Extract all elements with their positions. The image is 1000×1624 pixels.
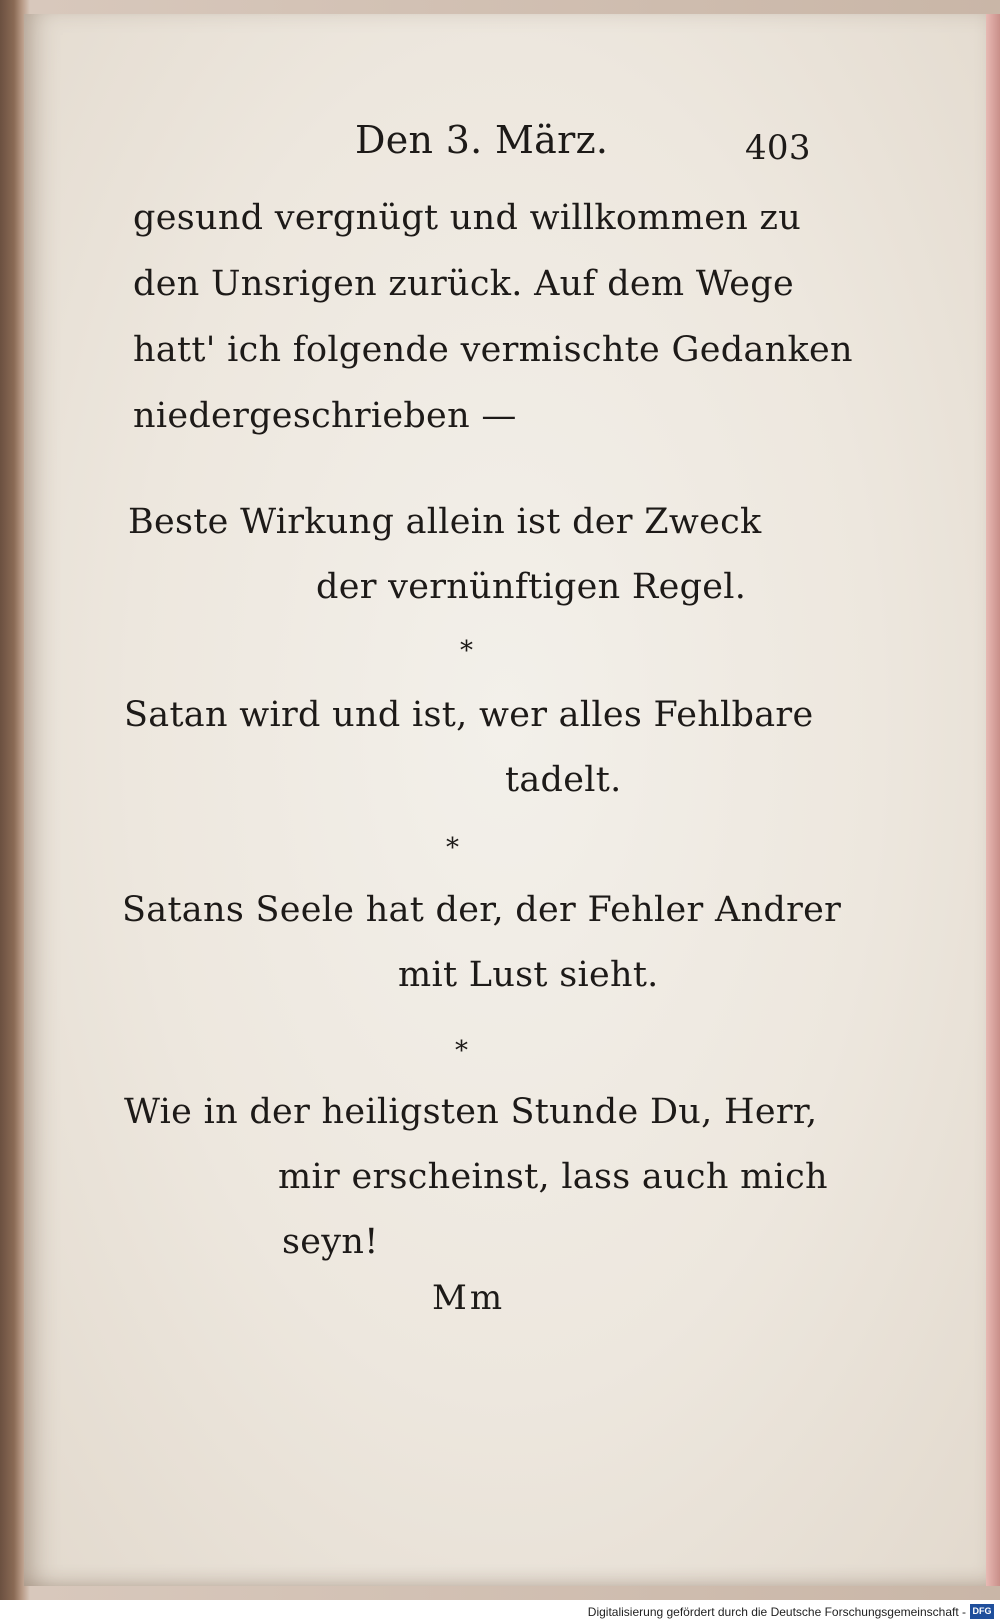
aphorism-line: Beste Wirkung allein ist der Zweck xyxy=(128,502,762,542)
page-number: 403 xyxy=(745,128,811,168)
intro-line: niedergeschrieben — xyxy=(133,396,517,436)
aphorism-line: tadelt. xyxy=(505,760,622,800)
book-page xyxy=(24,14,990,1586)
separator-star: * xyxy=(446,833,459,863)
aphorism-line: der vernünftigen Regel. xyxy=(316,567,747,607)
footer-bar xyxy=(0,1600,1000,1624)
footer-credit: Digitalisierung gefördert durch die Deutsche Forschungsgemeinschaft - xyxy=(587,1605,966,1619)
intro-line: gesund vergnügt und willkommen zu xyxy=(133,198,802,238)
aphorism-line: seyn! xyxy=(282,1222,379,1262)
aphorism-line: Satans Seele hat der, der Fehler Andrer xyxy=(122,890,842,930)
aphorism-line: Wie in der heiligsten Stunde Du, Herr, xyxy=(124,1092,818,1132)
intro-line: hatt' ich folgende vermischte Gedanken xyxy=(133,330,853,370)
separator-star: * xyxy=(455,1036,468,1066)
page-edge xyxy=(986,14,1000,1586)
separator-star: * xyxy=(460,636,473,666)
intro-line: den Unsrigen zurück. Auf dem Wege xyxy=(133,264,794,304)
signature-mark: Mm xyxy=(432,1278,506,1318)
aphorism-line: Satan wird und ist, wer alles Fehlbare xyxy=(124,695,814,735)
dfg-logo-icon: DFG xyxy=(970,1604,994,1619)
page-header-title: Den 3. März. xyxy=(355,118,609,162)
aphorism-line: mit Lust sieht. xyxy=(398,955,659,995)
aphorism-line: mir erscheinst, lass auch mich xyxy=(278,1157,828,1197)
